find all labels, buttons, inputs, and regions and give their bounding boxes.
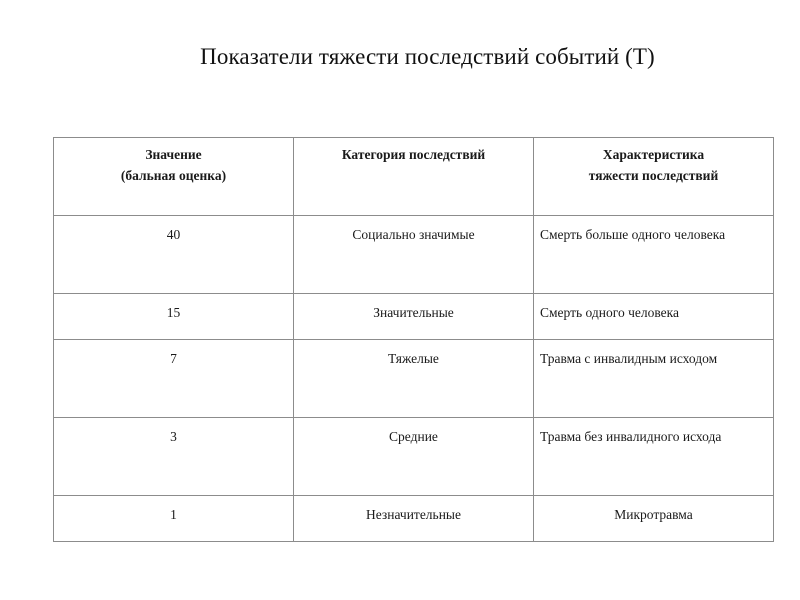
header-characteristic	[534, 138, 774, 216]
cell-description: Микротравма	[534, 496, 774, 542]
table-row	[54, 216, 774, 294]
header-value-line1: Значение	[145, 147, 202, 162]
cell-value: 15	[54, 294, 294, 340]
table-row	[54, 418, 774, 496]
table-row	[54, 496, 774, 542]
header-value-line2: (бальная оценка)	[120, 168, 227, 183]
table-row	[54, 340, 774, 418]
header-characteristic-line2: тяжести последствий	[588, 168, 719, 183]
cell-description: Смерть больше одного человека	[534, 216, 774, 294]
header-value	[54, 138, 294, 216]
header-category	[294, 138, 534, 216]
cell-value: 40	[54, 216, 294, 294]
cell-category: Социально значимые	[294, 216, 534, 294]
table-header-row	[54, 138, 774, 216]
cell-category: Незначительные	[294, 496, 534, 542]
cell-description: Травма без инвалидного исхода	[534, 418, 774, 496]
cell-category: Значительные	[294, 294, 534, 340]
page-title: Показатели тяжести последствий событий (Т)	[200, 44, 655, 69]
cell-category: Тяжелые	[294, 340, 534, 418]
header-characteristic-line1: Характеристика	[602, 147, 705, 162]
cell-category: Средние	[294, 418, 534, 496]
consequence-severity-table	[53, 137, 774, 542]
cell-description: Смерть одного человека	[534, 294, 774, 340]
header-category-line1: Категория последствий	[341, 147, 486, 162]
table-row	[54, 294, 774, 340]
cell-value: 7	[54, 340, 294, 418]
cell-description: Травма с инвалидным исходом	[534, 340, 774, 418]
cell-value: 3	[54, 418, 294, 496]
cell-value: 1	[54, 496, 294, 542]
